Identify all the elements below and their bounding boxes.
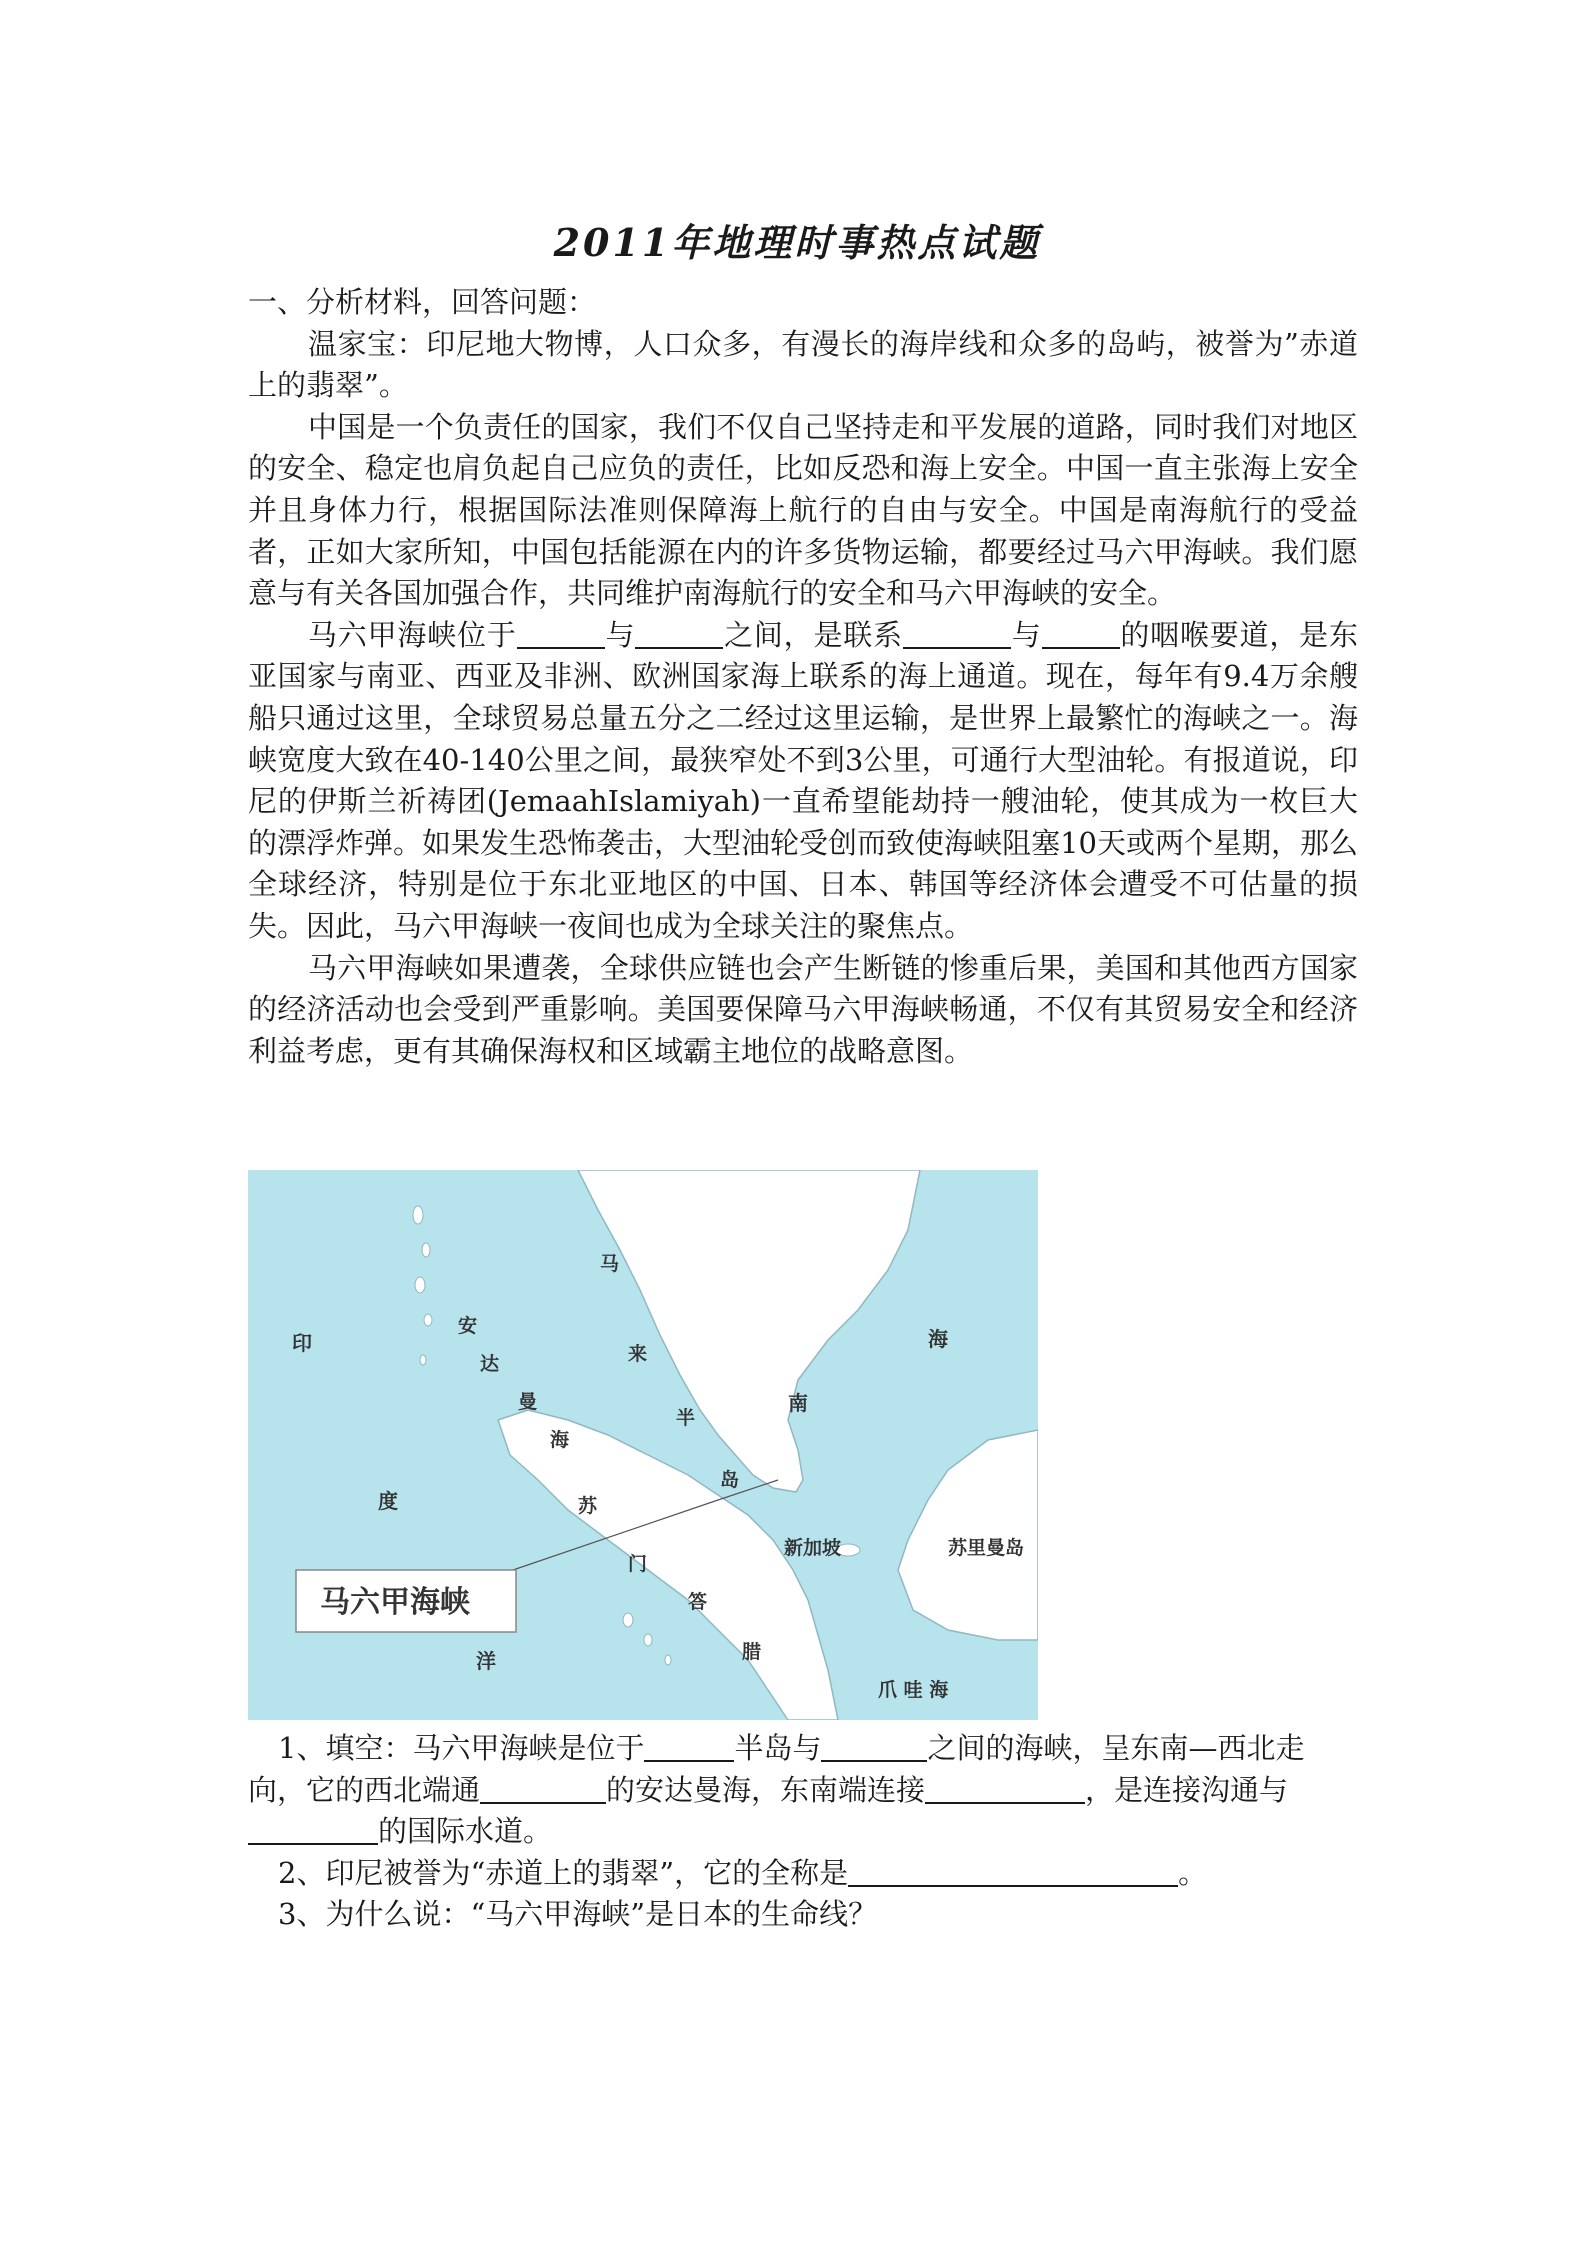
label-la: 腊	[742, 1641, 762, 1663]
label-an: 安	[458, 1315, 478, 1337]
label-yang: 洋	[476, 1649, 496, 1673]
label-hai-andaman: 海	[550, 1429, 570, 1451]
q1-part-b: 半岛与	[734, 1731, 822, 1765]
paragraph-4: 马六甲海峡如果遭袭，全球供应链也会产生断链的惨重后果，美国和其他西方国家的经济活动也会受到严重影响。美国要保障马六甲海峡畅通，不仅有其贸易安全和经济利益考虑，更有其确保海权和区域霸主地位的战略意图。	[248, 950, 1358, 1068]
blank-3[interactable]	[903, 618, 1011, 649]
map-svg	[248, 1170, 1038, 1720]
label-ma: 马	[600, 1253, 620, 1275]
label-hai-south: 海	[928, 1327, 948, 1351]
questions-block	[248, 1728, 1358, 1936]
page-title: 2011年地理时事热点试题	[553, 220, 1041, 265]
p3-part-a: 马六甲海峡位于	[308, 617, 517, 652]
label-yin: 印	[292, 1331, 312, 1355]
blank-4[interactable]	[1042, 618, 1120, 649]
q2-blank[interactable]	[848, 1856, 1178, 1887]
label-men: 门	[628, 1553, 648, 1575]
q1-part-e: ，是连接沟通	[1085, 1772, 1260, 1807]
label-da: 达	[480, 1353, 500, 1375]
paragraph-1: 温家宝：印尼地大物博，人口众多，有漫长的海岸线和众多的岛屿，被誉为”赤道上的翡翠”。	[248, 326, 1358, 403]
p3-part-d: 与	[1010, 617, 1042, 652]
question-1	[248, 1728, 1358, 1853]
q1-blank-5[interactable]	[248, 1814, 378, 1845]
blank-1[interactable]	[517, 618, 605, 649]
label-borneo: 苏里曼岛	[948, 1537, 1025, 1559]
q1-part-a: 1、填空：马六甲海峡是位于	[278, 1731, 645, 1765]
p3-part-c: 之间，是联系	[723, 617, 903, 652]
blank-2[interactable]	[635, 618, 723, 649]
label-man: 曼	[518, 1391, 538, 1413]
q1-part-c: 之间的海峡，呈东南—西北走向，它的西北端通	[248, 1731, 1305, 1807]
label-du: 度	[378, 1489, 398, 1513]
label-ban: 半	[676, 1407, 696, 1429]
q1-blank-1[interactable]	[644, 1731, 734, 1762]
q2-part-a: 2、印尼被誉为“赤道上的翡翠”，它的全称是	[278, 1855, 849, 1890]
q1-part-f: 与	[1259, 1772, 1289, 1807]
label-dao: 岛	[720, 1469, 740, 1491]
label-lai: 来	[628, 1343, 648, 1365]
label-java-sea: 爪 哇 海	[878, 1679, 949, 1701]
q1-part-d: 的安达曼海，东南端连接	[606, 1772, 926, 1807]
question-3: 3、为什么说：“马六甲海峡”是日本的生命线？	[278, 1897, 878, 1932]
q1-blank-4[interactable]	[925, 1773, 1085, 1804]
label-da2: 答	[688, 1591, 708, 1613]
q1-part-g: 的国际水道。	[378, 1814, 553, 1849]
material-text	[248, 282, 1358, 1072]
paragraph-2: 中国是一个负责任的国家，我们不仅自己坚持走和平发展的道路，同时我们对地区的安全、稳定也肩负起自己应负的责任，比如反恐和海上安全。中国一直主张海上安全并且身体力行，根据国际法准则保障海上航行的自由与安全。中国是南海航行的受益者，正如大家所知，中国包括能源在内的许多货物运输，都要经过马六甲海峡。我们愿意与有关各国加强合作，共同维护南海航行的安全和马六甲海峡的安全。	[248, 409, 1358, 611]
q1-blank-2[interactable]	[821, 1731, 927, 1762]
paragraph-3	[248, 615, 1358, 948]
label-nan: 南	[788, 1391, 808, 1415]
p3-part-b: 与	[604, 617, 636, 652]
label-singapore: 新加坡	[784, 1537, 842, 1559]
malacca-strait-map	[248, 1170, 1038, 1720]
section-heading: 一、分析材料，回答问题：	[248, 285, 597, 319]
strait-callout-label: 马六甲海峡	[320, 1585, 470, 1620]
p3-part-e: 的咽喉要道，是东亚国家与南亚、西亚及非洲、欧洲国家海上联系的海上通道。现在，每年有9.4万余艘船只通过这里，全球贸易总量五分之二经过这里运输，是世界上最繁忙的海峡之一。海峡宽度大致在40-140公里之间，最狭窄处不到3公里，可通行大型油轮。有报道说，印尼的伊斯兰祈祷团(JemaahIslamiyah)一直希望能劫持一艘油轮，使其成为一枚巨大的漂浮炸弹。如果发生恐怖袭击，大型油轮受创而致使海峡阻塞10天或两个星期，那么全球经济，特别是位于东北亚地区的中国、日本、韩国等经济体会遭受不可估量的损失。因此，马六甲海峡一夜间也成为全球关注的聚焦点。	[248, 617, 1358, 943]
q2-part-b: 。	[1178, 1855, 1208, 1890]
label-su: 苏	[578, 1495, 598, 1517]
q1-blank-3[interactable]	[480, 1773, 606, 1804]
question-2	[248, 1853, 1358, 1895]
